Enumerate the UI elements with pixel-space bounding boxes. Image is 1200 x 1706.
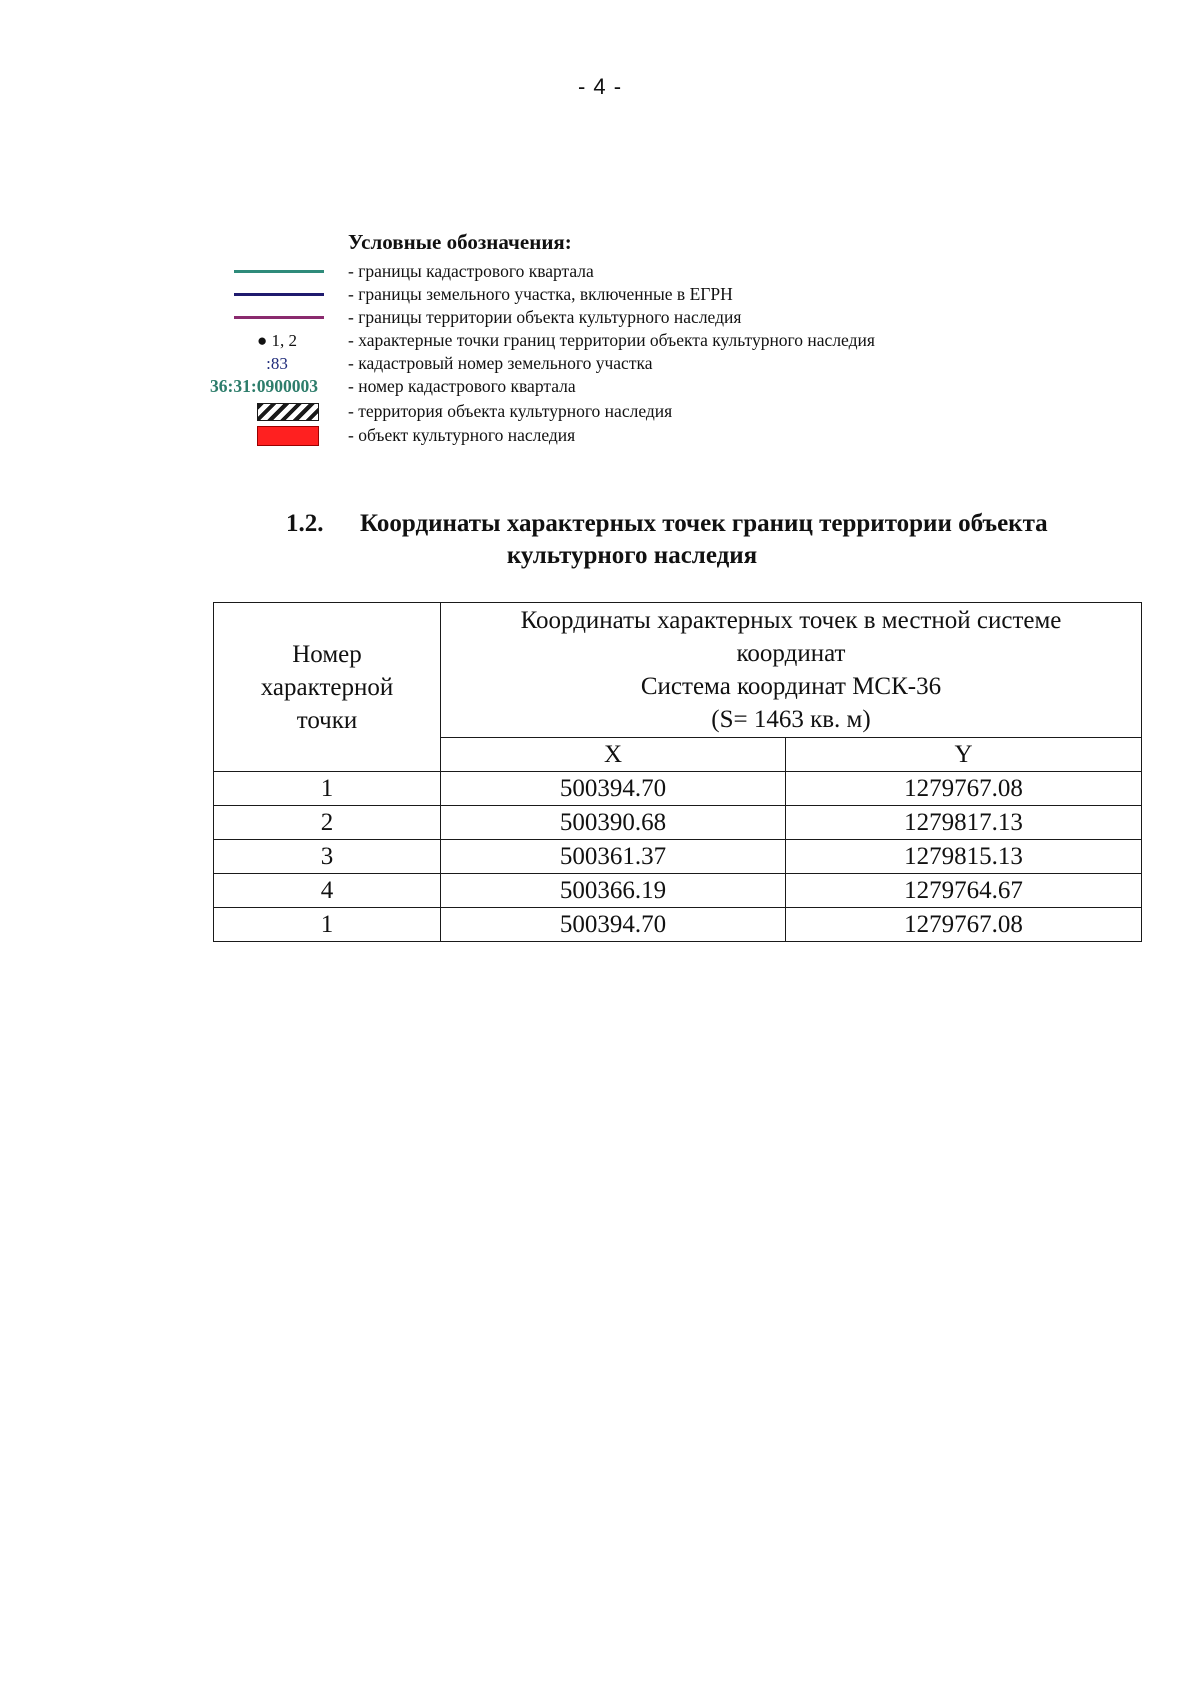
point-number-header: Номер характерной точки bbox=[214, 603, 441, 772]
legend-item-text: - номер кадастрового квартала bbox=[348, 376, 576, 396]
legend-title: Условные обозначения: bbox=[348, 230, 572, 254]
section-title-line1: Координаты характерных точек границ территории объекта bbox=[360, 510, 1048, 537]
x-cell: 500394.70 bbox=[441, 908, 786, 942]
point-marker-label: 1, 2 bbox=[271, 330, 298, 350]
y-column-header: Y bbox=[786, 738, 1142, 772]
point-number-cell: 1 bbox=[214, 908, 441, 942]
x-cell: 500394.70 bbox=[441, 772, 786, 806]
table-row bbox=[214, 840, 1142, 874]
table-row bbox=[214, 772, 1142, 806]
legend-item-quarter-number bbox=[0, 375, 1200, 398]
table-row bbox=[214, 908, 1142, 942]
section-title-line2: культурного наследия bbox=[506, 542, 758, 569]
y-cell: 1279767.08 bbox=[786, 908, 1142, 942]
point-marker-icon: ● 1, 2 bbox=[256, 330, 298, 350]
table-row bbox=[214, 806, 1142, 840]
quarter-number-sample: 36:31:0900003 bbox=[210, 376, 318, 396]
legend-item-text: - границы кадастрового квартала bbox=[348, 261, 594, 281]
legend-item-text: - границы земельного участка, включенные в ЕГРН bbox=[348, 284, 733, 304]
y-cell: 1279817.13 bbox=[786, 806, 1142, 840]
point-number-cell: 4 bbox=[214, 874, 441, 908]
table-row bbox=[214, 874, 1142, 908]
x-cell: 500361.37 bbox=[441, 840, 786, 874]
y-cell: 1279767.08 bbox=[786, 772, 1142, 806]
legend-item-text: - объект культурного наследия bbox=[348, 425, 576, 445]
quarter-boundary-line-icon bbox=[234, 270, 324, 273]
legend-item-heritage-object bbox=[0, 424, 1200, 447]
hatched-area-icon bbox=[257, 403, 319, 421]
legend-item-text: - характерные точки границ территории объекта культурного наследия bbox=[348, 330, 875, 350]
point-number-cell: 3 bbox=[214, 840, 441, 874]
legend-item-text: - кадастровый номер земельного участка bbox=[348, 353, 653, 373]
legend-item-characteristic-points bbox=[0, 329, 1200, 352]
coordinate-system-header: Координаты характерных точек в местной системе координат Система координат МСК-36 (S= 1463 кв. м) bbox=[441, 603, 1142, 738]
x-cell: 500390.68 bbox=[441, 806, 786, 840]
red-area-icon bbox=[257, 426, 319, 446]
legend-item-heritage-territory bbox=[0, 400, 1200, 423]
table-header-row bbox=[214, 603, 1142, 738]
legend-item-quarter-boundary bbox=[0, 260, 1200, 283]
coordinates-table bbox=[213, 602, 1142, 942]
parcel-boundary-line-icon bbox=[234, 293, 324, 296]
y-cell: 1279764.67 bbox=[786, 874, 1142, 908]
legend-item-heritage-boundary bbox=[0, 306, 1200, 329]
point-number-cell: 1 bbox=[214, 772, 441, 806]
legend-item-parcel-number bbox=[0, 352, 1200, 375]
x-cell: 500366.19 bbox=[441, 874, 786, 908]
legend-item-parcel-boundary bbox=[0, 283, 1200, 306]
y-cell: 1279815.13 bbox=[786, 840, 1142, 874]
legend-item-text: - границы территории объекта культурного наследия bbox=[348, 307, 742, 327]
x-column-header: X bbox=[441, 738, 786, 772]
legend-item-text: - территория объекта культурного наследия bbox=[348, 401, 673, 421]
section-number: 1.2. bbox=[286, 510, 324, 537]
point-number-cell: 2 bbox=[214, 806, 441, 840]
parcel-number-sample: :83 bbox=[266, 353, 288, 373]
page-number: - 4 - bbox=[577, 74, 623, 99]
heritage-boundary-line-icon bbox=[234, 316, 324, 319]
